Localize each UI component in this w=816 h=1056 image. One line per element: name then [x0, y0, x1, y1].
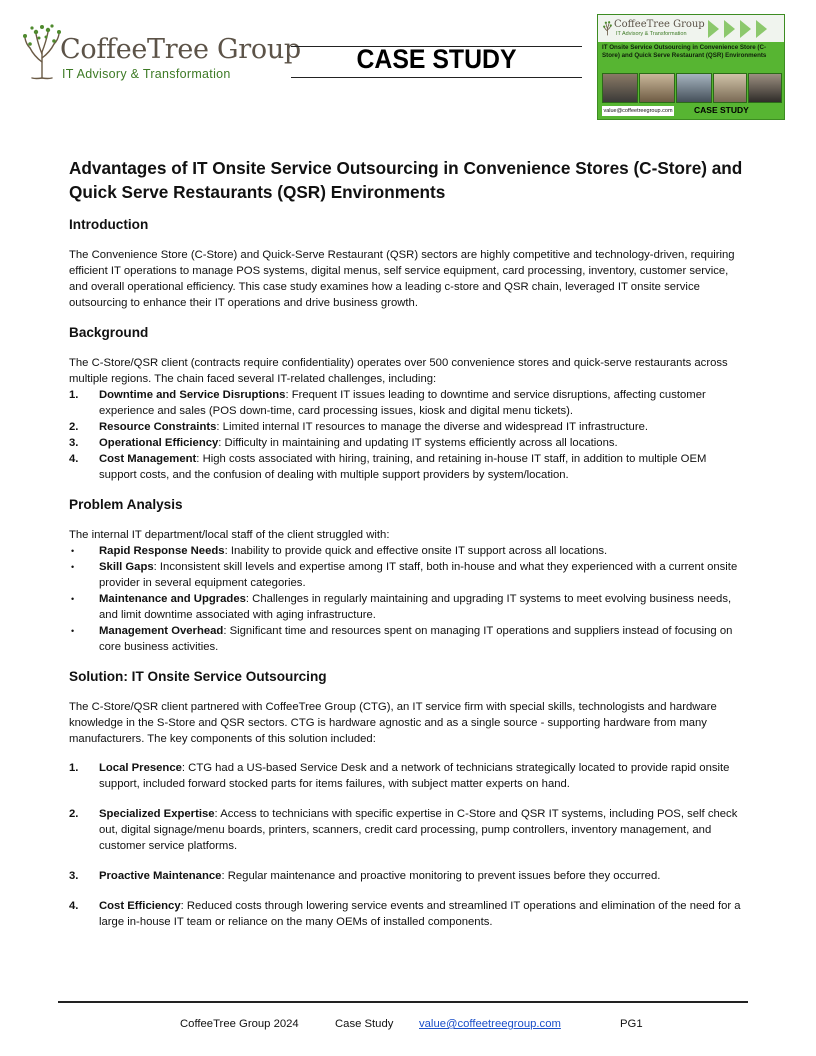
list-item: • Management Overhead: Significant time and resources spent on managing IT operations and suppliers instead of focusing on core business activities. — [71, 625, 733, 653]
company-logo — [22, 22, 301, 88]
store-photo — [602, 73, 638, 103]
section-heading-introduction: Introduction — [69, 217, 149, 232]
thumbnail-label: CASE STUDY — [694, 105, 749, 115]
list-item: 2. Specialized Expertise: Access to technicians with specific expertise in C-Store and QSR IT systems, including POS, self check out, digital signage/menu boards, printers, scanners, credit card processing, pump controllers, inventory management, and customer service platforms. — [69, 808, 738, 852]
list-item: 2. Resource Constraints: Limited internal IT resources to manage the diverse and widespread IT infrastructure. — [69, 421, 648, 433]
list-item: 1. Local Presence: CTG had a US-based Service Desk and a network of technicians strategically located to provide rapid onsite support, included forward stocked parts for items failures, with subject matter experts on hand. — [69, 762, 730, 790]
list-item: • Skill Gaps: Inconsistent skill levels and expertise among IT staff, both in-house and what they experienced with a current onsite provider in several equipment categories. — [71, 561, 738, 589]
logo-company-name: CoffeeTree Group — [60, 34, 301, 65]
page-footer — [0, 1016, 816, 1032]
footer-email-link[interactable]: value@coffeetreegroup.com — [419, 1018, 561, 1030]
challenges-list — [69, 387, 747, 483]
list-item: • Maintenance and Upgrades: Challenges in regularly maintaining and upgrading IT systems to meet evolving business needs, and limit downtime associated with aging infrastructure. — [71, 593, 732, 621]
thumbnail-logo-name: CoffeeTree Group — [614, 19, 705, 30]
list-item: 3. Operational Efficiency: Difficulty in maintaining and updating IT systems efficiently across all locations. — [69, 437, 618, 449]
store-photo — [713, 73, 747, 103]
section-heading-problem-analysis: Problem Analysis — [69, 497, 183, 512]
section-heading-background: Background — [69, 325, 149, 340]
footer-page-number: PG1 — [620, 1018, 643, 1030]
introduction-paragraph: The Convenience Store (C-Store) and Quick-Serve Restaurant (QSR) sectors are highly competitive and technology-driven, requiring efficient IT operations to manage POS systems, digital menus, self service equipment, card processing, inventory, customer service, and overall operational efficiency. This case study examines how a leading c-store and QSR chain, leveraged IT onsite service outsourcing to enhance their IT operations and drive business growth. — [69, 249, 735, 309]
chevron-right-icon — [756, 20, 767, 38]
thumbnail-logo-tagline: IT Advisory & Transformation — [616, 31, 687, 37]
footer-rule — [58, 1001, 748, 1003]
thumbnail-email: value@coffeetreegroup.com — [603, 108, 673, 114]
list-item: 3. Proactive Maintenance: Regular maintenance and proactive monitoring to prevent issues before they occurred. — [69, 870, 661, 882]
store-photo — [639, 73, 675, 103]
list-item: 1. Downtime and Service Disruptions: Frequent IT issues leading to downtime and service disruptions, affecting customer experience and sales (POS down-time, card processing issues, kiosk and digital menu tickets). — [69, 389, 706, 417]
list-item: • Rapid Response Needs: Inability to provide quick and effective onsite IT support across all locations. — [71, 545, 608, 557]
document-body — [69, 156, 747, 943]
store-photo — [748, 73, 782, 103]
thumbnail-photo-strip — [602, 73, 782, 103]
chevron-right-icon — [740, 20, 751, 38]
solution-components-list — [69, 760, 747, 930]
tree-logo-icon — [602, 19, 613, 37]
chevron-right-icon — [724, 20, 735, 38]
list-item: 4. Cost Efficiency: Reduced costs through lowering service events and streamlined IT operations and elimination of the need for a large in-house IT team or reliance on the many OEMs of installed components. — [69, 900, 741, 928]
case-study-thumbnail — [597, 14, 785, 120]
solution-paragraph: The C-Store/QSR client partnered with CoffeeTree Group (CTG), an IT service firm with special skills, technologists and hardware knowledge in the S-Store and QSR sectors. CTG is hardware agnostic and as a single source - supporting hardware from many manufacturers. The key components of this solution included: — [69, 701, 717, 745]
thumbnail-logo — [602, 18, 705, 40]
footer-company: CoffeeTree Group 2024 — [180, 1018, 299, 1030]
background-paragraph: The C-Store/QSR client (contracts require confidentiality) operates over 500 convenience stores and quick-serve restaurants across multiple regions. The chain faced several IT-related challenges, including: — [69, 357, 728, 385]
footer-label: Case Study — [335, 1018, 394, 1030]
thumbnail-banner — [598, 15, 784, 42]
document-type-title: CASE STUDY — [356, 44, 517, 74]
tree-logo-icon — [22, 22, 62, 80]
problems-list — [69, 543, 747, 655]
section-heading-solution: Solution: IT Onsite Service Outsourcing — [69, 669, 327, 684]
problem-paragraph: The internal IT department/local staff of the client struggled with: — [69, 529, 390, 541]
thumbnail-title: IT Onsite Service Outsourcing in Convenience Store (C-Store) and Quick Serve Restaurant (QSR) Environments — [602, 44, 767, 59]
title-rule-bottom — [291, 77, 582, 78]
document-title: Advantages of IT Onsite Service Outsourcing in Convenience Stores (C-Store) and Quick Serve Restaurants (QSR) Environments — [69, 158, 743, 202]
chevron-right-icon — [708, 20, 719, 38]
list-item: 4. Cost Management: High costs associated with hiring, training, and retaining in-house IT staff, in addition to multiple OEM support costs, and the confusion of dealing with multiple support providers by system/location. — [69, 453, 707, 481]
logo-tagline: IT Advisory & Transformation — [62, 67, 231, 81]
store-photo — [676, 73, 712, 103]
